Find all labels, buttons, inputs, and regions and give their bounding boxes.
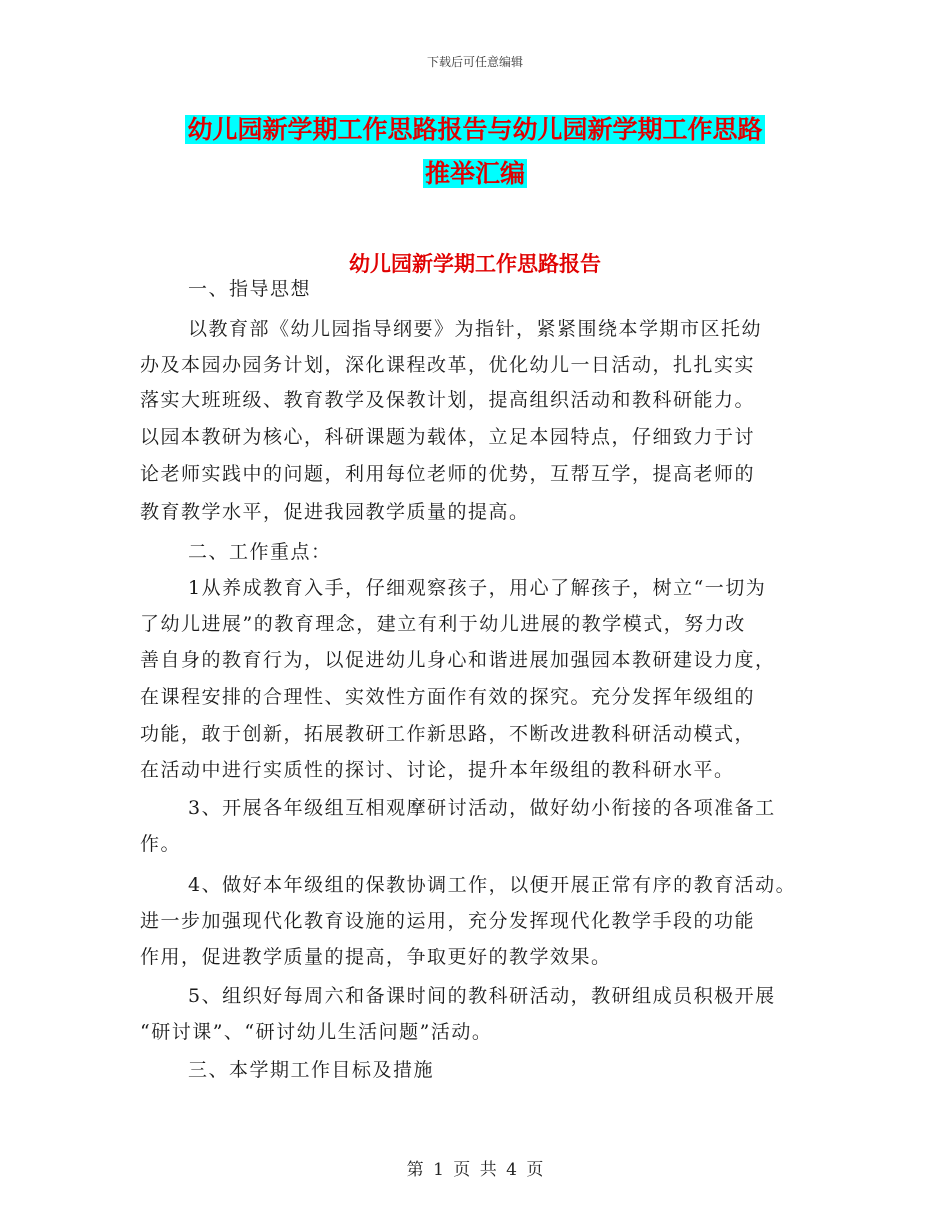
paragraph-line: 进一步加强现代化教育设施的运用，充分发挥现代化教学手段的功能 <box>140 910 756 932</box>
paragraph-line: 以教育部《幼儿园指导纲要》为指针，紧紧围绕本学期市区托幼 <box>188 318 763 340</box>
paragraph-line: 办及本园办园务计划，深化课程改革，优化幼儿一日活动，扎扎实实 <box>140 354 756 376</box>
paragraph-line: 3、开展各年级组互相观摩研讨活动，做好幼小衔接的各项准备工 <box>188 797 776 819</box>
heading-work-focus: 二、工作重点： <box>188 541 332 563</box>
paragraph-line: 论老师实践中的问题，利用每位老师的优势，互帮互学，提高老师的 <box>140 463 756 485</box>
paragraph-line: 作。 <box>140 833 182 855</box>
paragraph-line: 善自身的教育行为，以促进幼儿身心和谐进展加强园本教研建设力度， <box>140 649 776 671</box>
paragraph-line: 1从养成教育入手，仔细观察孩子，用心了解孩子，树立“一切为 <box>188 577 767 599</box>
paragraph-line: 在课程安排的合理性、实效性方面作有效的探究。充分发挥年级组的 <box>140 686 756 708</box>
document-title-line-2 <box>0 156 950 192</box>
header-note: 下载后可任意编辑 <box>426 55 523 69</box>
paragraph-line: 功能，敢于创新，拓展教研工作新思路，不断改进教科研活动模式， <box>140 723 756 745</box>
paragraph-line: 以园本教研为核心，科研课题为载体，立足本园特点，仔细致力于讨 <box>140 426 756 448</box>
paragraph-line: 了幼儿进展”的教育理念，建立有利于幼儿进展的教学模式，努力改 <box>140 613 746 635</box>
section-title: 幼儿园新学期工作思路报告 <box>349 252 601 276</box>
paragraph-line: 作用，促进教学质量的提高，争取更好的教学效果。 <box>140 946 612 968</box>
paragraph-line: 在活动中进行实质性的探讨、讨论，提升本年级组的教科研水平。 <box>140 759 735 781</box>
page-footer: 第 1 页 共 4 页 <box>406 1160 544 1180</box>
paragraph-line: 5、组织好每周六和备课时间的教科研活动，教研组成员积极开展 <box>188 985 776 1007</box>
paragraph-line: 落实大班班级、教育教学及保教计划，提高组织活动和教科研能力。 <box>140 389 756 411</box>
document-title-text-2: 推举汇编 <box>424 159 525 188</box>
paragraph-line: 4、做好本年级组的保教协调工作，以便开展正常有序的教育活动。 <box>188 874 797 896</box>
paragraph-line: “研讨课”、“研讨幼儿生活问题”活动。 <box>140 1021 493 1043</box>
document-title-text-1: 幼儿园新学期工作思路报告与幼儿园新学期工作思路 <box>187 115 763 144</box>
document-title-line-1 <box>0 112 950 148</box>
heading-guiding-thought: 一、指导思想 <box>188 278 312 300</box>
paragraph-line: 教育教学水平，促进我园教学质量的提高。 <box>140 501 530 523</box>
heading-goals-measures: 三、本学期工作目标及措施 <box>188 1059 435 1081</box>
